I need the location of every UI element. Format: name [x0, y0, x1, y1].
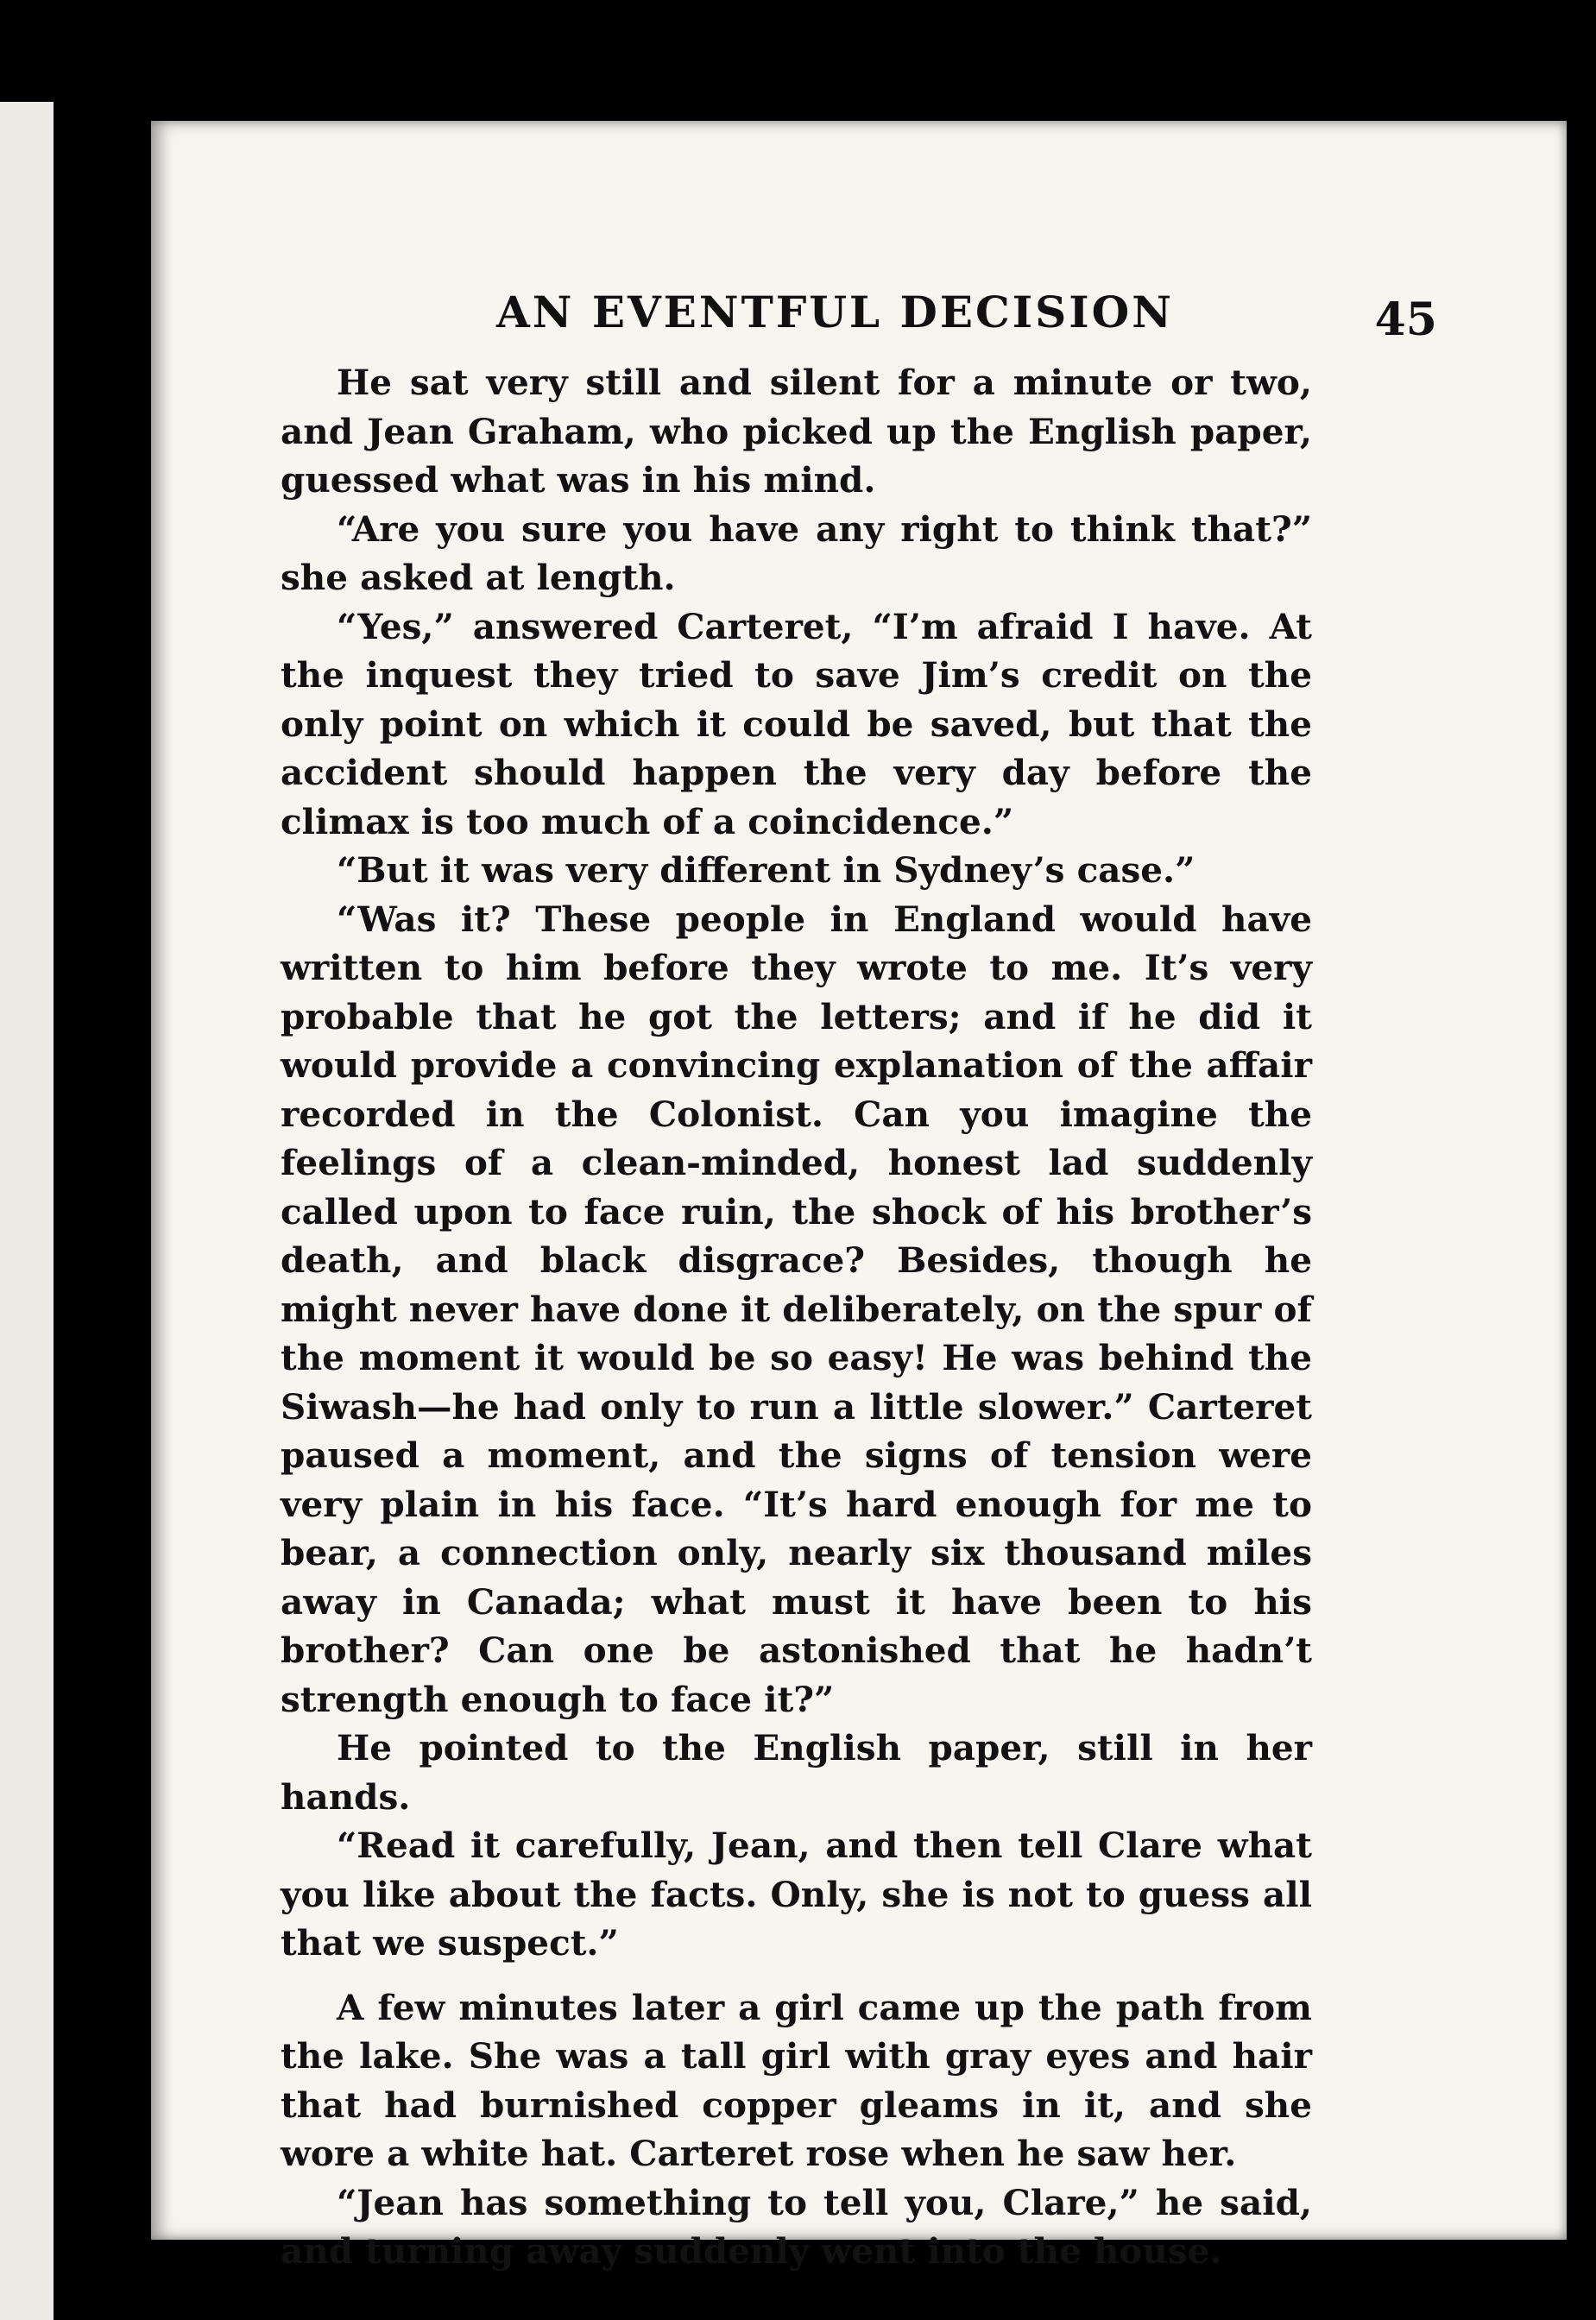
book-page — [151, 121, 1567, 2272]
paragraph-3: “Yes,” answered Carteret, “I’m afraid I have. At the inquest they tried to save Jim’s credit on the only point on which it could be saved, but that the accident should happen the very day before the climax is too much of a coincidence.” — [281, 605, 1312, 842]
paragraph-6: He pointed to the English paper, still in her hands. — [281, 1727, 1312, 1818]
paragraph-2: “Are you sure you have any right to think that?” she asked at length. — [281, 508, 1312, 598]
body-text — [281, 358, 1312, 2276]
running-head: AN EVENTFUL DECISION — [496, 287, 1174, 337]
paragraph-1: He sat very still and silent for a minute or two, and Jean Graham, who picked up the English paper, guessed what was in his mind. — [281, 362, 1312, 501]
paragraph-8: A few minutes later a girl came up the path from the lake. She was a tall girl with gray eyes and hair that had burnished copper gleams in it, and she wore a white hat. Carteret rose when he saw her. — [281, 1986, 1312, 2174]
paragraph-4: “But it was very different in Sydney’s case.” — [337, 849, 1195, 891]
adjacent-page-edge — [0, 102, 54, 2320]
page-header — [151, 287, 1567, 364]
paragraph-5: “Was it? These people in England would have written to him before they wrote to me. It’s very probable that he got the letters; and if he did it would provide a convincing explanation of the affair recorded in the Colonist. Can you imagine the feelings of a clean-minded, honest lad suddenly called upon to face ruin, the shock of his brother’s death, and black disgrace? Besides, though he might never have done it deliberately, on the spur of the moment it would be so easy! He was behind the Siwash—he had only to run a little slower.” Carteret paused a moment, and the signs of tension were very plain in his face. “It’s hard enough for me to bear, a connection only, nearly six thousand miles away in Canada; what must it have been to his brother? Can one be astonished that he hadn’t strength enough to face it?” — [281, 898, 1312, 1720]
page-number: 45 — [1374, 293, 1437, 346]
paragraph-7: “Read it carefully, Jean, and then tell Clare what you like about the facts. Only, she is not to guess all that we suspect.” — [281, 1825, 1312, 1964]
paragraph-9: “Jean has something to tell you, Clare,” he said, and turning away suddenly went into the house. — [281, 2181, 1312, 2272]
